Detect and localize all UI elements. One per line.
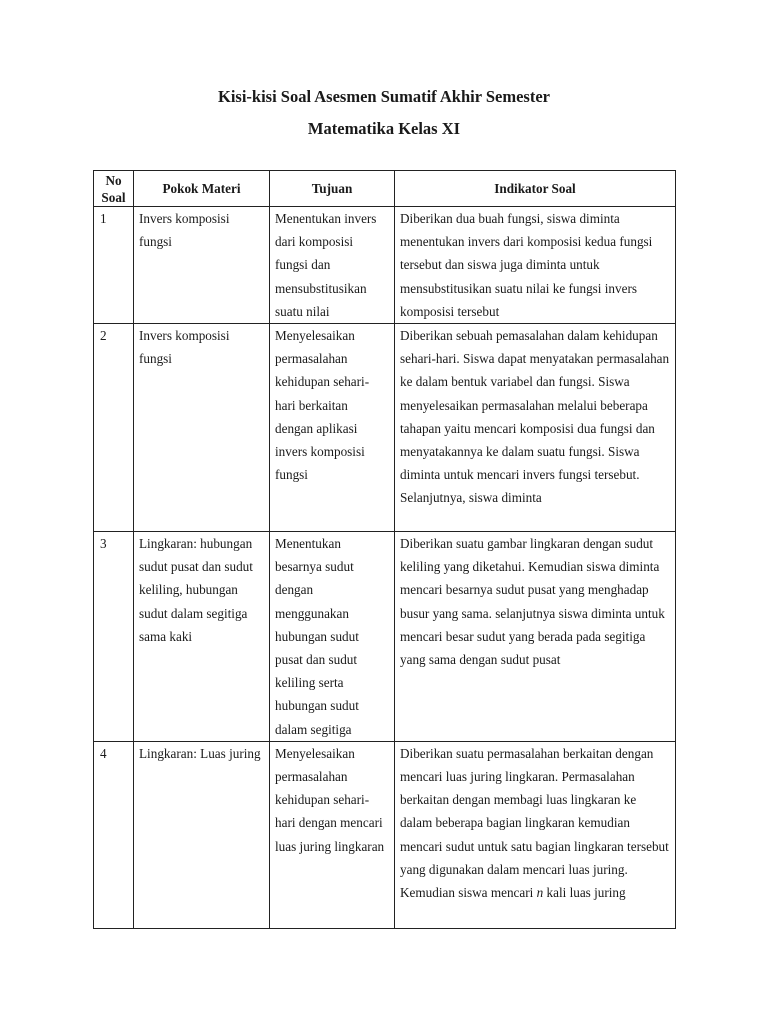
header-no-soal (94, 171, 134, 207)
header-no-line1: No (105, 172, 122, 188)
indikator-text-tail: kali luas juring (543, 885, 626, 901)
cell-no: 1 (94, 207, 134, 324)
cell-indikator-soal (395, 741, 676, 928)
cell-tujuan: Menyelesaikan permasalahan kehidupan sehari-hari dengan mencari luas juring lingkaran (270, 741, 395, 928)
cell-pokok-materi: Invers komposisi fungsi (134, 324, 270, 532)
cell-tujuan: Menyelesaikan permasalahan kehidupan sehari-hari berkaitan dengan aplikasi invers komposisi fungsi (270, 324, 395, 532)
header-pokok-materi: Pokok Materi (134, 171, 270, 207)
cell-indikator-soal: Diberikan dua buah fungsi, siswa diminta menentukan invers dari komposisi kedua fungsi tersebut dan siswa juga diminta untuk mensubstitusikan suatu nilai ke fungsi invers komposisi tersebut (395, 207, 676, 324)
table-row (94, 741, 676, 928)
header-indikator-soal: Indikator Soal (395, 171, 676, 207)
cell-no: 3 (94, 532, 134, 742)
cell-pokok-materi: Invers komposisi fungsi (134, 207, 270, 324)
cell-indikator-soal: Diberikan suatu gambar lingkaran dengan sudut keliling yang diketahui. Kemudian siswa diminta mencari besarnya sudut pusat yang menghadap busur yang sama. selanjutnya siswa diminta untuk mencari besar sudut yang berada pada segitiga yang sama dengan sudut pusat (395, 532, 676, 742)
cell-tujuan: Menentukan invers dari komposisi fungsi dan mensubstitusikan suatu nilai (270, 207, 395, 324)
cell-no: 2 (94, 324, 134, 532)
cell-tujuan: Menentukan besarnya sudut dengan menggunakan hubungan sudut pusat dan sudut keliling serta hubungan sudut dalam segitiga (270, 532, 395, 742)
cell-no: 4 (94, 741, 134, 928)
header-tujuan: Tujuan (270, 171, 395, 207)
table-row (94, 207, 676, 324)
kisi-kisi-table (93, 170, 676, 929)
indikator-text: Diberikan suatu permasalahan berkaitan dengan mencari luas juring lingkaran. Permasalahan berkaitan dengan membagi luas lingkaran ke dalam beberapa bagian lingkaran kemudian mencari sudut untuk satu bagian lingkaran tersebut yang digunakan dalam mencari luas juring. Kemudian siswa mencari (400, 745, 669, 901)
variable-n: n (536, 885, 544, 901)
cell-indikator-soal: Diberikan sebuah pemasalahan dalam kehidupan sehari-hari. Siswa dapat menyatakan permasalahan ke dalam bentuk variabel dan fungsi. Siswa menyelesaikan permasalahan melalui beberapa tahapan yaitu mencari komposisi dua fungsi dan menyatakannya ke dalam suatu fungsi. Siswa diminta untuk mencari invers fungsi tersebut. Selanjutnya, siswa diminta (395, 324, 676, 532)
header-no-line2: Soal (101, 189, 126, 205)
table-row (94, 324, 676, 532)
cell-pokok-materi: Lingkaran: Luas juring (134, 741, 270, 928)
cell-pokok-materi: Lingkaran: hubungan sudut pusat dan sudut keliling, hubungan sudut dalam segitiga sama kaki (134, 532, 270, 742)
table-row (94, 532, 676, 742)
document-subtitle: Matematika Kelas XI (307, 119, 461, 138)
document-title: Kisi-kisi Soal Asesmen Sumatif Akhir Semester (217, 87, 550, 106)
table-header-row (94, 171, 676, 207)
